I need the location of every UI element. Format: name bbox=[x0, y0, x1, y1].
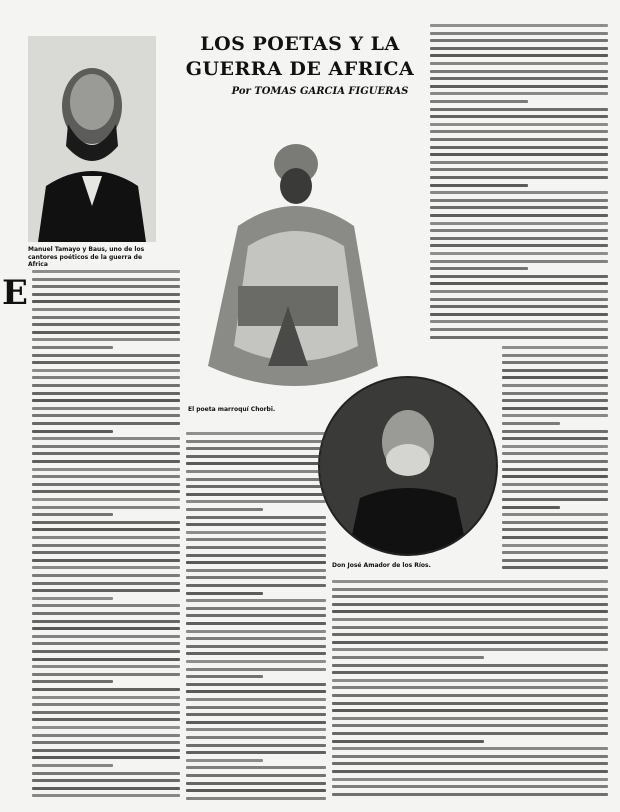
text-line bbox=[502, 551, 608, 554]
text-line bbox=[32, 361, 180, 364]
text-line bbox=[32, 323, 180, 326]
text-line bbox=[32, 551, 180, 554]
text-line bbox=[430, 153, 608, 156]
text-line bbox=[32, 711, 180, 714]
text-line bbox=[186, 546, 326, 549]
text-line bbox=[332, 618, 608, 621]
text-line bbox=[32, 452, 180, 455]
text-line bbox=[502, 460, 608, 463]
text-line bbox=[32, 354, 180, 357]
column-right-top-text bbox=[430, 22, 608, 344]
caption-chorbi: El poeta marroquí Chorbi. bbox=[188, 406, 276, 413]
text-line bbox=[502, 483, 608, 486]
text-line bbox=[32, 293, 180, 296]
text-line bbox=[32, 445, 180, 448]
text-line bbox=[186, 470, 326, 473]
text-line bbox=[332, 686, 608, 689]
text-line bbox=[32, 566, 180, 569]
text-line bbox=[32, 642, 180, 645]
text-line bbox=[32, 369, 180, 372]
dropcap-letter: E bbox=[2, 273, 28, 313]
text-line bbox=[430, 199, 608, 202]
text-line bbox=[186, 660, 326, 663]
text-line bbox=[430, 130, 608, 133]
text-line bbox=[186, 690, 326, 693]
text-line bbox=[502, 407, 608, 410]
text-line bbox=[502, 430, 608, 433]
text-line bbox=[32, 718, 180, 721]
text-line bbox=[502, 392, 608, 395]
text-line bbox=[32, 559, 180, 562]
text-line bbox=[332, 610, 608, 613]
oval-portrait-amador bbox=[318, 376, 498, 556]
text-line bbox=[32, 620, 180, 623]
text-line bbox=[186, 713, 326, 716]
text-line bbox=[502, 521, 608, 524]
text-line bbox=[430, 336, 608, 339]
text-line bbox=[32, 392, 180, 395]
text-line bbox=[32, 407, 180, 410]
text-line bbox=[430, 275, 608, 278]
text-line bbox=[332, 671, 608, 674]
text-line bbox=[502, 437, 608, 440]
column-left-text bbox=[32, 268, 180, 798]
text-line bbox=[332, 778, 608, 781]
text-line bbox=[430, 214, 608, 217]
text-line bbox=[186, 652, 326, 655]
text-line bbox=[332, 709, 608, 712]
text-line bbox=[502, 468, 608, 471]
text-line bbox=[430, 161, 608, 164]
text-line bbox=[32, 506, 180, 509]
text-line bbox=[430, 108, 608, 111]
text-line bbox=[332, 679, 608, 682]
text-line bbox=[186, 675, 263, 678]
text-line bbox=[186, 744, 326, 747]
text-line bbox=[502, 422, 560, 425]
text-line bbox=[430, 313, 608, 316]
text-line bbox=[186, 462, 326, 465]
text-line bbox=[502, 452, 608, 455]
text-line bbox=[502, 384, 608, 387]
text-line bbox=[186, 592, 263, 595]
text-line bbox=[430, 24, 608, 27]
text-line bbox=[430, 328, 608, 331]
text-line bbox=[186, 766, 326, 769]
text-line bbox=[32, 589, 180, 592]
text-line bbox=[332, 595, 608, 598]
text-line bbox=[32, 597, 113, 600]
text-line bbox=[32, 604, 180, 607]
text-line bbox=[430, 92, 608, 95]
text-line bbox=[502, 498, 608, 501]
text-line bbox=[32, 498, 180, 501]
column-right-bottom-text bbox=[332, 578, 608, 800]
text-line bbox=[502, 544, 608, 547]
text-line bbox=[502, 376, 608, 379]
portrait-photo-tamayo bbox=[28, 36, 156, 242]
text-line bbox=[502, 566, 608, 569]
text-line bbox=[332, 694, 608, 697]
text-line bbox=[32, 460, 180, 463]
text-line bbox=[430, 298, 608, 301]
text-line bbox=[502, 354, 608, 357]
text-line bbox=[332, 747, 608, 750]
text-line bbox=[332, 648, 608, 651]
text-line bbox=[430, 176, 608, 179]
chorbi-illustration bbox=[178, 106, 404, 396]
text-line bbox=[502, 559, 608, 562]
text-line bbox=[430, 100, 528, 103]
text-line bbox=[186, 698, 326, 701]
text-line bbox=[32, 475, 180, 478]
text-line bbox=[32, 346, 113, 349]
text-line bbox=[186, 531, 326, 534]
text-line bbox=[32, 673, 180, 676]
text-line bbox=[502, 536, 608, 539]
text-line bbox=[186, 637, 326, 640]
text-line bbox=[430, 244, 608, 247]
text-line bbox=[430, 252, 608, 255]
portrait-illustration bbox=[28, 36, 156, 242]
text-line bbox=[430, 32, 608, 35]
text-line bbox=[430, 206, 608, 209]
text-line bbox=[332, 633, 608, 636]
text-line bbox=[32, 521, 180, 524]
article-byline: Por TOMAS GARCIA FIGUERAS bbox=[231, 86, 409, 97]
text-line bbox=[32, 665, 180, 668]
text-line bbox=[502, 528, 608, 531]
text-line bbox=[430, 39, 608, 42]
text-line bbox=[32, 658, 180, 661]
text-line bbox=[502, 361, 608, 364]
text-line bbox=[32, 734, 180, 737]
text-line bbox=[186, 683, 326, 686]
column-right-mid-text bbox=[502, 344, 608, 572]
text-line bbox=[430, 54, 608, 57]
text-line bbox=[430, 305, 608, 308]
text-line bbox=[186, 576, 326, 579]
text-line bbox=[502, 513, 608, 516]
text-line bbox=[32, 483, 180, 486]
text-line bbox=[32, 749, 180, 752]
text-line bbox=[430, 138, 608, 141]
text-line bbox=[186, 447, 326, 450]
text-line bbox=[430, 77, 608, 80]
text-line bbox=[186, 797, 326, 800]
text-line bbox=[186, 774, 326, 777]
article-title: LOS POETAS Y LA GUERRA DE AFRICA bbox=[185, 33, 415, 80]
text-line bbox=[430, 123, 608, 126]
text-line bbox=[32, 270, 180, 273]
text-line bbox=[332, 732, 608, 735]
text-line bbox=[332, 626, 608, 629]
text-line bbox=[32, 536, 180, 539]
text-line bbox=[430, 320, 608, 323]
text-line bbox=[502, 414, 608, 417]
text-line bbox=[332, 785, 608, 788]
text-line bbox=[430, 168, 608, 171]
text-line bbox=[332, 755, 608, 758]
text-line bbox=[186, 721, 326, 724]
text-line bbox=[186, 523, 326, 526]
text-line bbox=[186, 538, 326, 541]
illustration-poet-chorbi bbox=[178, 106, 404, 396]
text-line bbox=[32, 278, 180, 281]
text-line bbox=[186, 630, 326, 633]
text-line bbox=[186, 599, 326, 602]
text-line bbox=[186, 478, 326, 481]
text-line bbox=[32, 376, 180, 379]
text-line bbox=[186, 500, 326, 503]
text-line bbox=[430, 62, 608, 65]
text-line bbox=[430, 85, 608, 88]
text-line bbox=[32, 787, 180, 790]
text-line bbox=[502, 369, 608, 372]
text-line bbox=[32, 338, 180, 341]
text-line bbox=[32, 680, 113, 683]
text-line bbox=[332, 762, 608, 765]
text-line bbox=[430, 47, 608, 50]
text-line bbox=[332, 603, 608, 606]
text-line bbox=[186, 432, 326, 435]
text-line bbox=[32, 764, 113, 767]
text-line bbox=[32, 772, 180, 775]
text-line bbox=[502, 399, 608, 402]
text-line bbox=[186, 728, 326, 731]
text-line bbox=[32, 285, 180, 288]
text-line bbox=[430, 237, 608, 240]
text-line bbox=[32, 490, 180, 493]
text-line bbox=[32, 688, 180, 691]
text-line bbox=[332, 641, 608, 644]
text-line bbox=[502, 506, 560, 509]
text-line bbox=[32, 316, 180, 319]
text-line bbox=[32, 779, 180, 782]
text-line bbox=[32, 544, 180, 547]
text-line bbox=[332, 793, 608, 796]
text-line bbox=[32, 384, 180, 387]
text-line bbox=[186, 516, 326, 519]
text-line bbox=[430, 70, 608, 73]
text-line bbox=[32, 726, 180, 729]
text-line bbox=[186, 508, 263, 511]
text-line bbox=[430, 146, 608, 149]
caption-amador: Don José Amador de los Ríos. bbox=[332, 562, 431, 569]
text-line bbox=[186, 455, 326, 458]
text-line bbox=[186, 645, 326, 648]
column-middle-lower-text bbox=[186, 430, 326, 800]
text-line bbox=[186, 668, 326, 671]
text-line bbox=[32, 696, 180, 699]
text-line bbox=[32, 437, 180, 440]
text-line bbox=[32, 756, 180, 759]
text-line bbox=[186, 622, 326, 625]
text-line bbox=[186, 759, 263, 762]
text-line bbox=[430, 115, 608, 118]
text-line bbox=[32, 331, 180, 334]
text-line bbox=[186, 493, 326, 496]
text-line bbox=[186, 485, 326, 488]
text-line bbox=[430, 229, 608, 232]
text-line bbox=[32, 399, 180, 402]
text-line bbox=[332, 724, 608, 727]
text-line bbox=[32, 513, 113, 516]
text-line bbox=[32, 422, 180, 425]
text-line bbox=[32, 528, 180, 531]
text-line bbox=[32, 741, 180, 744]
text-line bbox=[32, 627, 180, 630]
text-line bbox=[186, 789, 326, 792]
text-line bbox=[332, 740, 484, 743]
text-line bbox=[32, 468, 180, 471]
text-line bbox=[186, 751, 326, 754]
text-line bbox=[430, 290, 608, 293]
text-line bbox=[430, 267, 528, 270]
amador-illustration bbox=[320, 378, 496, 554]
text-line bbox=[186, 584, 326, 587]
text-line bbox=[32, 574, 180, 577]
text-line bbox=[430, 282, 608, 285]
text-line bbox=[32, 582, 180, 585]
text-line bbox=[502, 346, 608, 349]
caption-portrait-tamayo: Manuel Tamayo y Baus, uno de los cantores poéticos de la guerra de Africa bbox=[28, 246, 145, 268]
text-line bbox=[186, 569, 326, 572]
text-line bbox=[502, 490, 608, 493]
text-line bbox=[32, 794, 180, 797]
text-line bbox=[32, 612, 180, 615]
text-line bbox=[332, 588, 608, 591]
text-line bbox=[186, 736, 326, 739]
text-line bbox=[32, 308, 180, 311]
text-line bbox=[332, 656, 484, 659]
text-line bbox=[186, 706, 326, 709]
text-line bbox=[332, 702, 608, 705]
text-line bbox=[502, 475, 608, 478]
text-line bbox=[186, 561, 326, 564]
text-line bbox=[32, 430, 113, 433]
text-line bbox=[502, 445, 608, 448]
text-line bbox=[430, 184, 528, 187]
text-line bbox=[186, 554, 326, 557]
text-line bbox=[186, 440, 326, 443]
text-line bbox=[186, 614, 326, 617]
text-line bbox=[32, 703, 180, 706]
text-line bbox=[430, 191, 608, 194]
text-line bbox=[32, 650, 180, 653]
text-line bbox=[32, 635, 180, 638]
text-line bbox=[332, 770, 608, 773]
text-line bbox=[332, 664, 608, 667]
text-line bbox=[186, 782, 326, 785]
text-line bbox=[430, 222, 608, 225]
text-line bbox=[332, 717, 608, 720]
text-line bbox=[32, 414, 180, 417]
text-line bbox=[186, 607, 326, 610]
text-line bbox=[430, 260, 608, 263]
text-line bbox=[32, 300, 180, 303]
text-line bbox=[332, 580, 608, 583]
